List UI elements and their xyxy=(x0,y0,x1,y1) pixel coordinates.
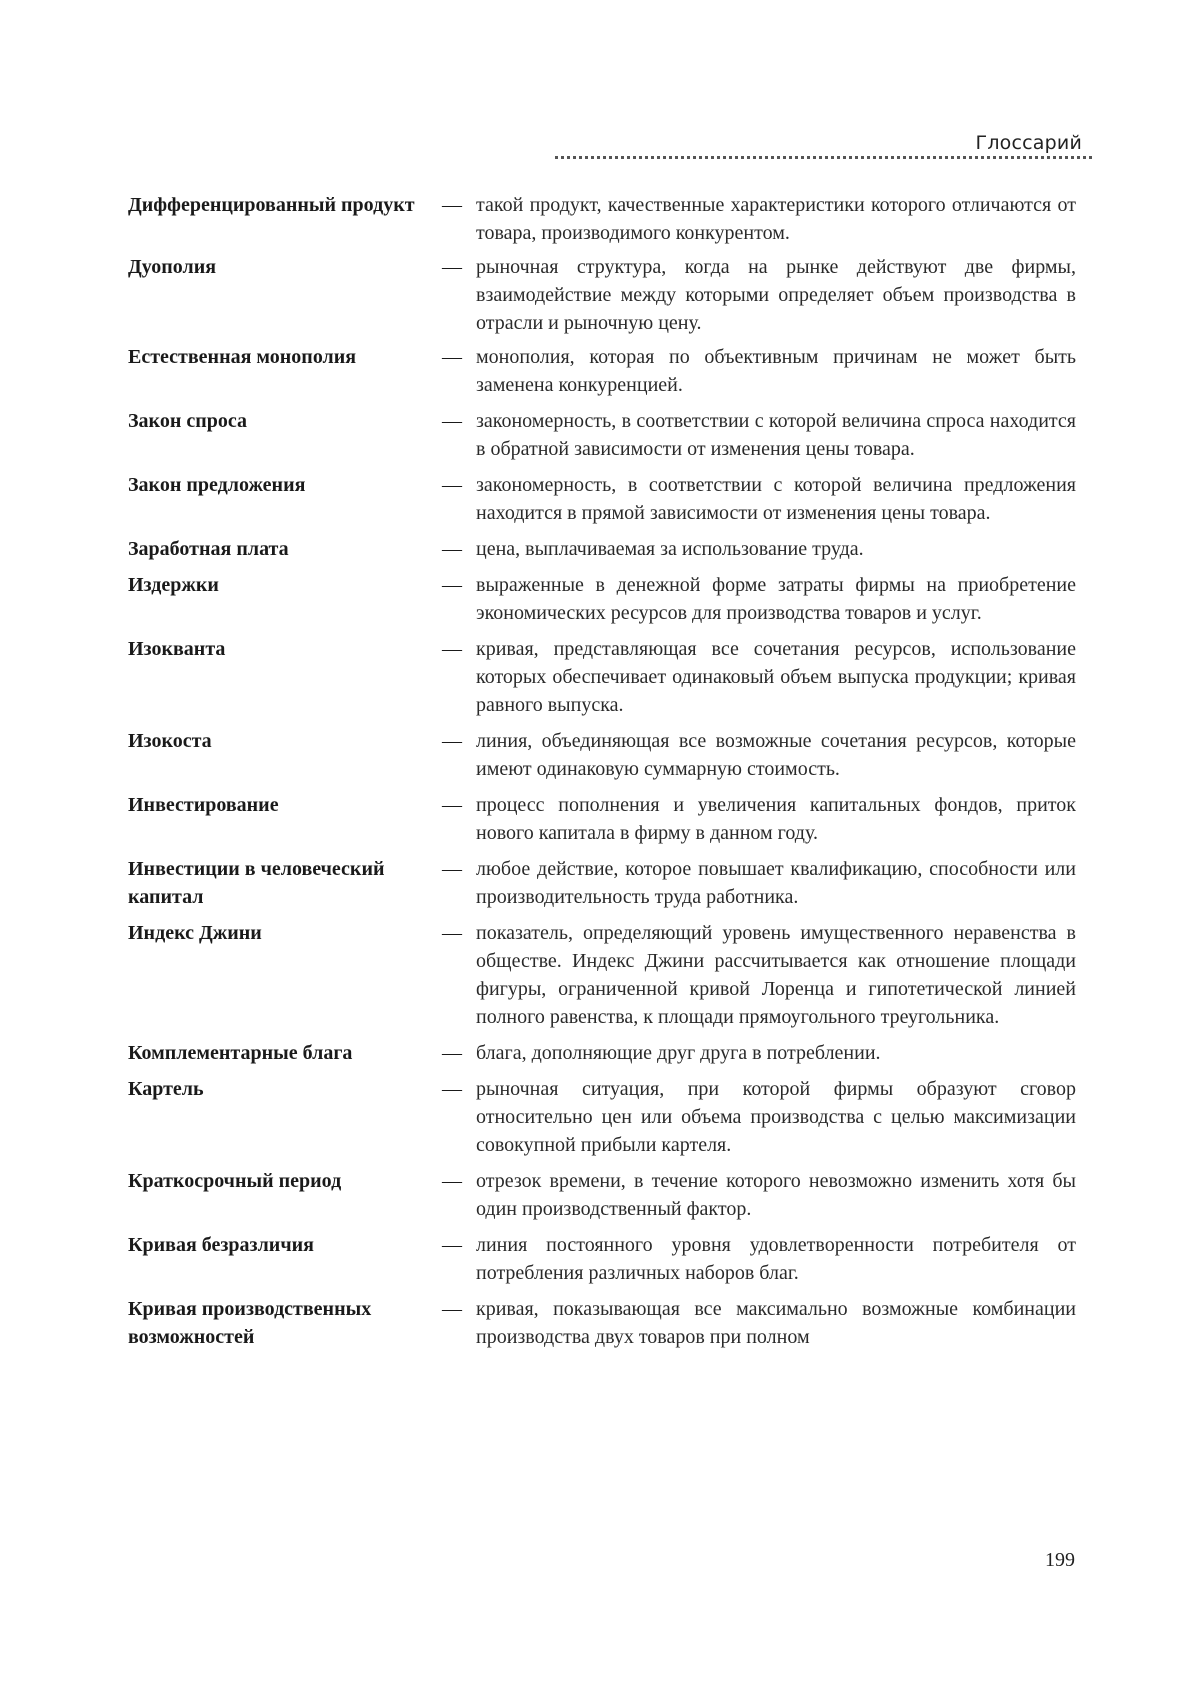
glossary-entry xyxy=(128,343,1076,399)
glossary-dash: — xyxy=(442,1170,462,1192)
glossary-dash: — xyxy=(442,794,462,816)
glossary-dash: — xyxy=(442,574,462,596)
glossary-term: Кривая безразличия xyxy=(128,1234,314,1256)
running-header-title: Глоссарий xyxy=(975,132,1082,154)
glossary-entry xyxy=(128,253,1076,337)
glossary-dash: — xyxy=(442,474,462,496)
glossary-dash: — xyxy=(442,922,462,944)
glossary-dash: — xyxy=(442,256,462,278)
glossary-entry xyxy=(128,535,1076,563)
glossary-definition: закономерность, в соответствии с которой величина спроса находится в обратной зависимости от изменения цены товара. xyxy=(476,410,1076,460)
glossary-definition: любое действие, которое повышает квалификацию, способности или производительность труда работника. xyxy=(476,858,1076,908)
glossary-term: Дифференцированный продукт xyxy=(128,194,415,216)
glossary-entry xyxy=(128,855,1076,911)
glossary-term: Инвестиции в человеческий капитал xyxy=(128,858,385,908)
glossary-dash: — xyxy=(442,730,462,752)
glossary-dash: — xyxy=(442,1298,462,1320)
glossary-entry xyxy=(128,1167,1076,1223)
glossary-dash: — xyxy=(442,346,462,368)
glossary-term: Комплементарные блага xyxy=(128,1042,353,1064)
glossary-definition: такой продукт, качественные характеристики которого отличаются от товара, производимого конкурентом. xyxy=(476,194,1076,244)
glossary-definition: цена, выплачиваемая за использование труда. xyxy=(476,538,864,560)
glossary-term: Картель xyxy=(128,1078,204,1100)
glossary-entry xyxy=(128,1295,1076,1351)
glossary-list xyxy=(128,183,1076,1351)
glossary-entry xyxy=(128,571,1076,627)
glossary-term: Изокванта xyxy=(128,638,226,660)
glossary-term: Кривая производственных возможностей xyxy=(128,1298,372,1348)
glossary-dash: — xyxy=(442,538,462,560)
glossary-dash: — xyxy=(442,858,462,880)
glossary-dash: — xyxy=(442,1234,462,1256)
glossary-term: Заработная плата xyxy=(128,538,289,560)
glossary-definition: кривая, представляющая все сочетания ресурсов, использование которых обеспечивает одинаковый объем выпуска продукции; кривая равного выпуска. xyxy=(476,638,1076,716)
glossary-definition: рыночная ситуация, при которой фирмы образуют сговор относительно цен или объема производства с целью максимизации совокупной прибыли картеля. xyxy=(476,1078,1076,1156)
glossary-entry xyxy=(128,791,1076,847)
glossary-dash: — xyxy=(442,638,462,660)
glossary-term: Естественная монополия xyxy=(128,346,357,368)
glossary-term: Индекс Джини xyxy=(128,922,262,944)
glossary-entry xyxy=(128,727,1076,783)
glossary-entry xyxy=(128,635,1076,719)
glossary-term: Закон предложения xyxy=(128,474,306,496)
glossary-definition: закономерность, в соответствии с которой величина предложения находится в прямой зависимости от изменения цены товара. xyxy=(476,474,1076,524)
glossary-dash: — xyxy=(442,194,462,216)
glossary-entry xyxy=(128,471,1076,527)
glossary-definition: монополия, которая по объективным причинам не может быть заменена конкуренцией. xyxy=(476,346,1076,396)
glossary-definition: линия, объединяющая все возможные сочетания ресурсов, которые имеют одинаковую суммарную стоимость. xyxy=(476,730,1076,780)
glossary-entry xyxy=(128,1231,1076,1287)
glossary-definition: отрезок времени, в течение которого невозможно изменить хотя бы один производственный фактор. xyxy=(476,1170,1076,1220)
glossary-definition: показатель, определяющий уровень имущественного неравенства в обществе. Индекс Джини рассчитывается как отношение площади фигуры, ограниченной кривой Лоренца и гипотетической линией полного равенства, к площади прямоугольного треугольника. xyxy=(476,922,1076,1028)
glossary-term: Краткосрочный период xyxy=(128,1170,342,1192)
glossary-definition: процесс пополнения и увеличения капитальных фондов, приток нового капитала в фирму в данном году. xyxy=(476,794,1076,844)
running-header xyxy=(555,128,1092,159)
glossary-definition: линия постоянного уровня удовлетворенности потребителя от потребления различных наборов благ. xyxy=(476,1234,1076,1284)
glossary-term: Дуополия xyxy=(128,256,217,278)
glossary-term: Инвестирование xyxy=(128,794,279,816)
page-number: 199 xyxy=(1045,1549,1075,1571)
glossary-dash: — xyxy=(442,410,462,432)
glossary-dash: — xyxy=(442,1078,462,1100)
glossary-entry xyxy=(128,191,1076,247)
glossary-dash: — xyxy=(442,1042,462,1064)
glossary-definition: блага, дополняющие друг друга в потреблении. xyxy=(476,1042,881,1064)
glossary-definition: рыночная структура, когда на рынке действуют две фирмы, взаимодействие между которыми определяет объем производства в отрасли и рыночную цену. xyxy=(476,256,1076,334)
glossary-entry xyxy=(128,407,1076,463)
glossary-entry xyxy=(128,919,1076,1031)
glossary-term: Изокоста xyxy=(128,730,212,752)
glossary-term: Издержки xyxy=(128,574,219,596)
glossary-entry xyxy=(128,1075,1076,1159)
glossary-definition: кривая, показывающая все максимально возможные комбинации производства двух товаров при полном xyxy=(476,1298,1076,1348)
glossary-definition: выраженные в денежной форме затраты фирмы на приобретение экономических ресурсов для производства товаров и услуг. xyxy=(476,574,1076,624)
glossary-term: Закон спроса xyxy=(128,410,247,432)
glossary-entry xyxy=(128,1039,1076,1067)
